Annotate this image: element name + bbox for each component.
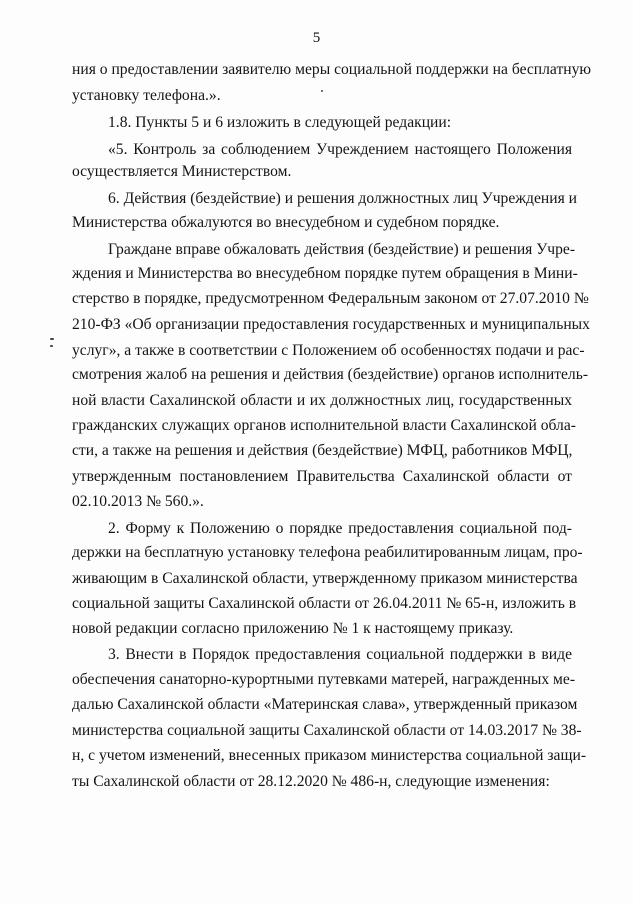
text-line: осуществляется Министерством. (72, 163, 292, 180)
text-line: 2. Форму к Положению о порядке предоставления социальной под- (108, 520, 572, 537)
text-line: Граждане вправе обжаловать действия (бездействие) и решения Учре- (108, 241, 576, 258)
text-line: утвержденным постановлением Правительства Сахалинской области от (72, 468, 572, 485)
text-line: держки на бесплатную установку телефона реабилитированным лицам, про- (72, 544, 583, 561)
text-line: социальной защиты Сахалинской области от 26.04.2011 № 65-н, изложить в (72, 595, 577, 612)
text-line: 210-ФЗ «Об организации предоставления государственных и муниципальных (72, 316, 590, 333)
text-line: далью Сахалинской области «Материнская слава», утвержденный приказом (72, 696, 578, 713)
text-line: 6. Действия (бездействие) и решения должностных лиц Учреждения и (108, 190, 577, 207)
text-line: ждения и Министерства во внесудебном порядке путем обращения в Мини- (72, 265, 578, 282)
text-line: н, с учетом изменений, внесенных приказом министерства социальной защи- (72, 747, 587, 764)
text-line: ты Сахалинской области от 28.12.2020 № 486-н, следующие изменения: (72, 773, 550, 790)
scan-artifact (50, 338, 54, 340)
text-line: гражданских служащих органов исполнительной власти Сахалинской обла- (72, 417, 576, 434)
text-line: ния о предоставлении заявителю меры социальной поддержки на бесплатную (72, 61, 592, 78)
text-line: 3. Внести в Порядок предоставления социальной поддержки в виде (108, 646, 572, 663)
text-line: ной власти Сахалинской области и их должностных лиц, государственных (72, 392, 572, 409)
scan-artifact (50, 345, 53, 347)
text-line: установку телефона.». (72, 87, 221, 104)
text-line: «5. Контроль за соблюдением Учреждением настоящего Положения (108, 141, 572, 158)
text-line: услуг», а также в соответствии с Положением об особенностях подачи и рас- (72, 342, 585, 359)
text-line: новой редакции согласно приложению № 1 к настоящему приказу. (72, 620, 514, 637)
page-number: 5 (312, 30, 321, 46)
text-line: смотрения жалоб на решения и действия (бездействие) органов исполнитель- (72, 366, 589, 383)
text-line: министерства социальной защиты Сахалинской области от 14.03.2017 № 38- (72, 722, 582, 739)
text-line: живающим в Сахалинской области, утвержденному приказом министерства (72, 570, 578, 587)
text-line: 1.8. Пункты 5 и 6 изложить в следующей редакции: (108, 114, 452, 131)
text-line: обеспечения санаторно-курортными путевками матерей, награжденных ме- (72, 671, 576, 688)
text-line: Министерства обжалуются во внесудебном и судебном порядке. (72, 214, 500, 231)
text-line: сти, а также на решения и действия (бездействие) МФЦ, работников МФЦ, (72, 442, 573, 459)
text-line: 02.10.2013 № 560.». (72, 493, 204, 510)
text-line: стерство в порядке, предусмотренном Федеральным законом от 27.07.2010 № (72, 290, 589, 307)
